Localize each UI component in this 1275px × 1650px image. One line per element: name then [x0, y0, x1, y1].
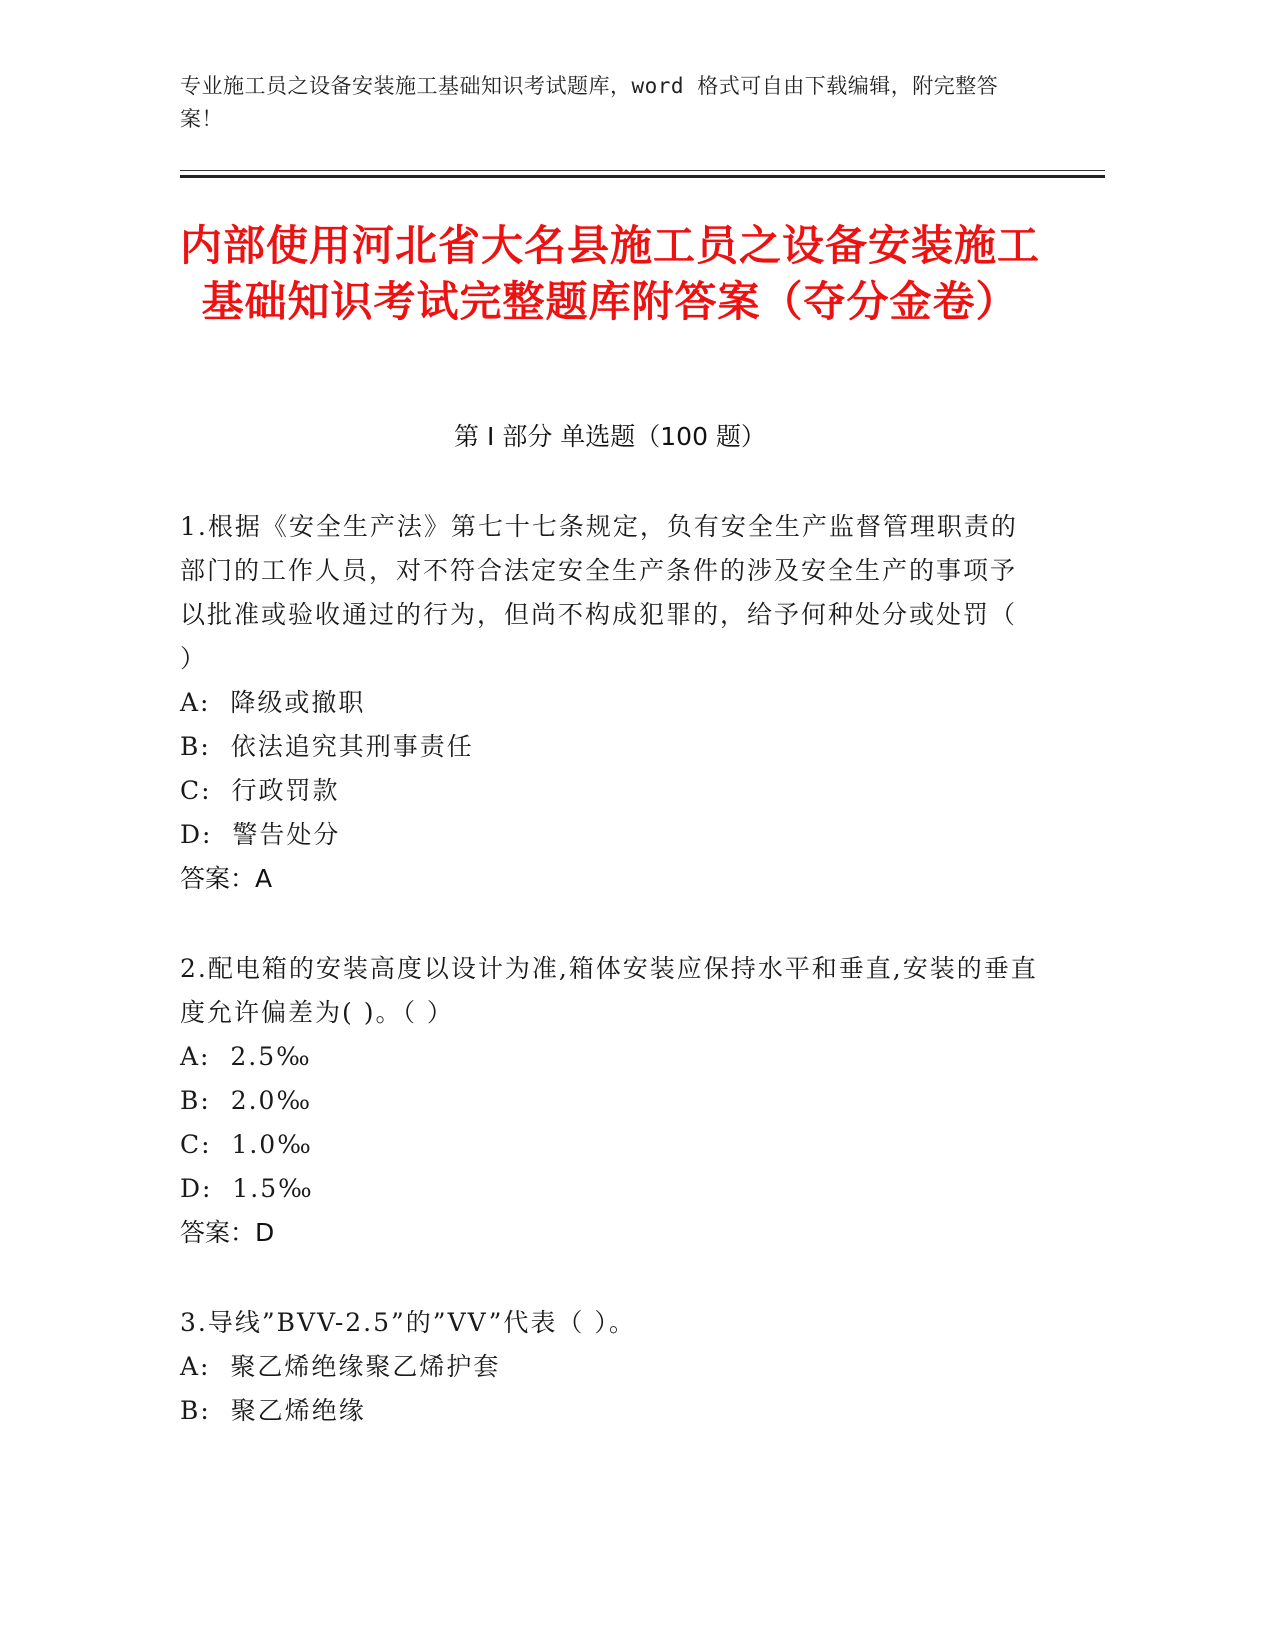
- option-b: B: 依法追究其刑事责任: [180, 732, 474, 761]
- section-title: 第 I 部分 单选题（100 题）: [454, 422, 766, 451]
- document-title: 内部使用河北省大名县施工员之设备安装施工基础知识考试完整题库附答案（夺分金卷）: [180, 221, 1041, 326]
- header-divider-thick: [180, 175, 1105, 178]
- option-d: D: 警告处分: [180, 820, 341, 849]
- answer-line: 答案：D: [180, 1218, 275, 1247]
- question-3: [180, 1301, 1040, 1433]
- question-stem: 1.根据《安全生产法》第七十七条规定，负有安全生产监督管理职责的部门的工作人员，对不符合法定安全生产条件的涉及安全生产的事项予以批准或验收通过的行为，但尚不构成犯罪的，给予何种处分或处罚（ ）: [180, 512, 1018, 673]
- option-d: D: 1.5‰: [180, 1174, 314, 1203]
- header-note: 专业施工员之设备安装施工基础知识考试题库，word 格式可自由下载编辑，附完整答案！: [180, 74, 999, 131]
- answer-line: 答案：A: [180, 864, 273, 893]
- option-a: A: 2.5‰: [180, 1042, 312, 1071]
- option-c: C: 行政罚款: [180, 776, 340, 805]
- option-c: C: 1.0‰: [180, 1130, 313, 1159]
- question-1: [180, 505, 1040, 901]
- header-divider-thin: [180, 170, 1105, 171]
- question-2: [180, 947, 1040, 1255]
- option-a: A: 聚乙烯绝缘聚乙烯护套: [180, 1352, 501, 1381]
- question-stem: 3.导线”BVV-2.5”的”VV”代表（ ）。: [180, 1308, 636, 1337]
- option-a: A: 降级或撤职: [180, 688, 366, 717]
- option-b: B: 2.0‰: [180, 1086, 312, 1115]
- question-stem: 2.配电箱的安装高度以设计为准,箱体安装应保持水平和垂直,安装的垂直度允许偏差为( )。（ ）: [180, 954, 1038, 1027]
- option-b: B: 聚乙烯绝缘: [180, 1396, 366, 1425]
- question-list: [180, 505, 1040, 1479]
